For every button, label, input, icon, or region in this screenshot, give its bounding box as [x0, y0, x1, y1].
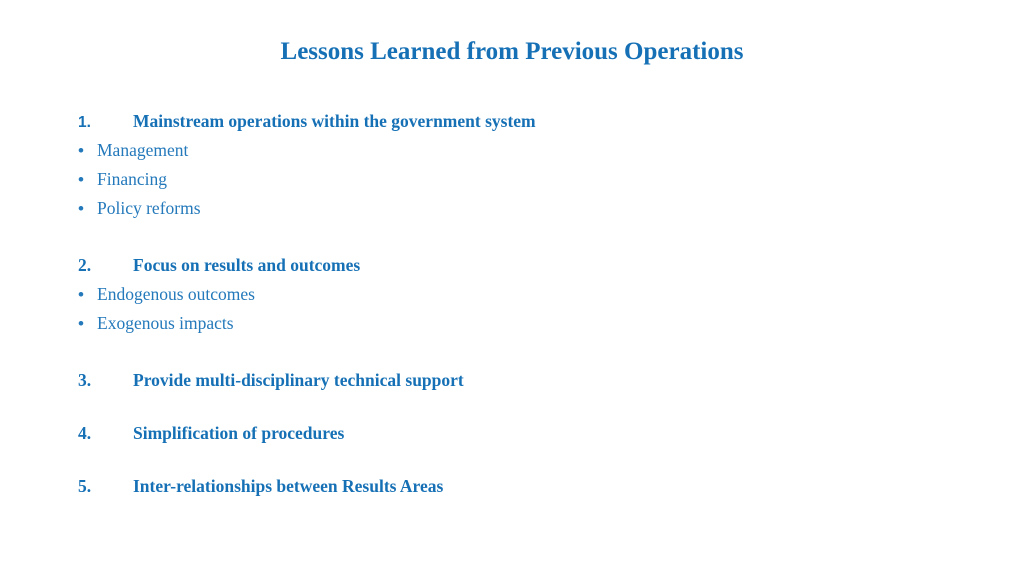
bullet-icon: • [78, 141, 84, 160]
section-number: 5. [78, 476, 92, 496]
section-title: Simplification of procedures [133, 423, 345, 443]
section-heading [78, 423, 978, 448]
section-title: Focus on results and outcomes [133, 255, 361, 275]
section-title: Mainstream operations within the government system [133, 111, 536, 131]
bullet-icon: • [78, 285, 84, 304]
list-item [78, 198, 978, 227]
bullet-icon: • [78, 170, 84, 189]
list-item-text: Policy reforms [97, 198, 201, 218]
section-1 [78, 111, 978, 227]
section-3 [78, 370, 978, 395]
section-2 [78, 255, 978, 342]
section-heading [78, 476, 978, 501]
list-item [78, 169, 978, 198]
section-number: 2. [78, 255, 92, 275]
bullet-list [78, 140, 978, 227]
section-number: 4. [78, 423, 92, 443]
slide-title: Lessons Learned from Previous Operations [280, 38, 744, 65]
list-item-text: Management [97, 140, 189, 160]
section-heading [78, 370, 978, 395]
section-number: 3. [78, 370, 92, 390]
slide-content [78, 111, 978, 529]
list-item [78, 284, 978, 313]
bullet-list [78, 284, 978, 342]
list-item [78, 140, 978, 169]
section-5 [78, 476, 978, 501]
bullet-icon: • [78, 199, 84, 218]
section-number: 1. [78, 114, 91, 131]
section-title: Provide multi-disciplinary technical support [133, 370, 464, 390]
list-item-text: Financing [97, 169, 167, 189]
section-4 [78, 423, 978, 448]
list-item [78, 313, 978, 342]
section-heading [78, 255, 978, 280]
list-item-text: Endogenous outcomes [97, 284, 255, 304]
list-item-text: Exogenous impacts [97, 313, 234, 333]
bullet-icon: • [78, 314, 84, 333]
section-heading [78, 111, 978, 136]
section-title: Inter-relationships between Results Areas [133, 476, 444, 496]
